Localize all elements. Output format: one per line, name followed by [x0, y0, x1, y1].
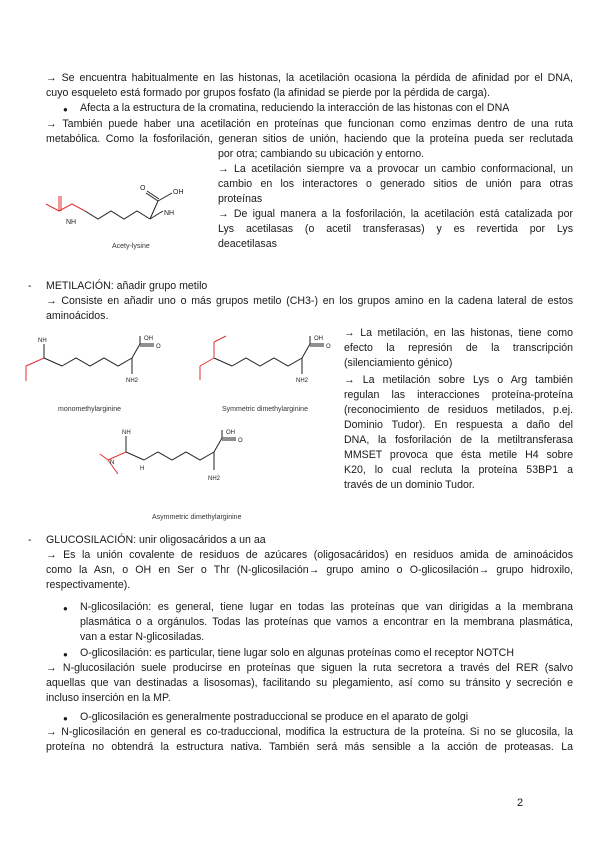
bullet-text: plasmática o a orgánulos. Todas las proteínas que vamos a encontrar en la membrana plasmática,	[80, 616, 573, 628]
amine-label: NH2	[126, 378, 139, 384]
section-title: GLUCOSILACIÓN: unir oligosacáridos a un aa	[46, 534, 266, 546]
paragraph-line: regulan las interacciones proteína-proteína	[344, 389, 573, 401]
bullet-icon: ●	[63, 650, 68, 659]
paragraph-line: → Consiste en añadir uno o más grupos metilo (CH3-) en los grupos amino en la cadena lateral de estos	[46, 295, 573, 307]
paragraph-line: → También puede haber una acetilación en proteínas que funcionan como enzimas dentro de una ruta	[46, 118, 573, 130]
oxygen-label: O	[140, 185, 146, 192]
nitrogen-label: N	[110, 460, 115, 466]
bullet-text: van a estar N-glicosiladas.	[80, 631, 205, 643]
paragraph-line: cambio en los interactores o generado sitios de unión para otras	[218, 178, 573, 190]
hydrogen-label: H	[140, 466, 145, 472]
paragraph-line: proteína no obtendrá la estructura nativa. También será más sensible a la acción de proteasas. La	[46, 741, 573, 753]
paragraph-line: través de un dominio Tudor.	[344, 479, 475, 491]
paragraph-line: K20, lo cual recluta la proteína 53BP1 a	[344, 464, 573, 476]
hydroxyl-label: OH	[314, 336, 323, 342]
paragraph-line: → N-glicosilación en general es co-traduccional, modifica la estructura de la proteína. Si no se glucosila, la	[46, 726, 573, 738]
paragraph-line: como la Asn, o OH en Ser o Thr (N-glicosilación→ grupo amino o O-glicosilación→ grupo hidroxilo,	[46, 564, 573, 576]
paragraph-line: → La metilación sobre Lys o Arg también	[344, 374, 573, 386]
section-title: METILACIÓN: añadir grupo metilo	[46, 280, 208, 292]
paragraph-line: proteínas	[218, 193, 263, 205]
page-number: 2	[517, 797, 524, 809]
paragraph-line: → N-glucosilación suele producirse en proteínas que siguen la ruta secretora a través del RER (salvo	[46, 662, 573, 674]
figure-caption: Asymmetric dimethylarginine	[152, 514, 242, 521]
paragraph-line: DNA, la fosforilación de la metiltransferasa	[344, 434, 573, 446]
paragraph-line: → La acetilación siempre va a provocar un cambio conformacional, un	[218, 163, 573, 175]
paragraph-line: (silenciamiento génico)	[344, 357, 453, 369]
monomethylarginine-structure	[14, 336, 194, 396]
bullet-icon: ●	[63, 604, 68, 613]
oxygen-label: O	[326, 344, 331, 350]
paragraph-line: → De igual manera a la fosforilación, la acetilación está catalizada por	[218, 208, 573, 220]
paragraph-line: → La metilación, en las histonas, tiene como	[344, 327, 573, 339]
nh-label: NH	[38, 338, 47, 344]
bullet-icon: ●	[63, 714, 68, 723]
paragraph-line: → Es la unión covalente de residuos de azúcares (oligosacáridos) en residuos amida de aminoácidos	[46, 549, 573, 561]
paragraph-line: MMSET provoca que ésta metile H4 sobre	[344, 449, 573, 461]
bullet-text: O-glicosilación: es particular, tiene lugar solo en algunas proteínas como el receptor NOTCH	[80, 647, 514, 659]
paragraph-line: cuyo esqueleto está formado por grupos fosfato (la afinidad se pierde por la pérdida de carga).	[46, 87, 491, 99]
nh-label: NH	[66, 219, 77, 226]
nh-label: NH	[122, 430, 131, 436]
figure-caption: monomethylarginine	[58, 406, 122, 413]
hydroxyl-label: OH	[144, 336, 153, 342]
hydroxyl-label: OH	[226, 430, 235, 436]
amine-label: NH2	[296, 378, 309, 384]
paragraph-line: Lys acetilasas (o acetil transferasas) y es revertida por Lys	[218, 223, 573, 235]
paragraph-line: incluso inserción en la MP.	[46, 692, 171, 704]
bullet-text: O-glicosilación es generalmente postraduccional se produce en el aparato de golgi	[80, 711, 469, 723]
acetyl-lysine-structure	[26, 170, 206, 250]
bullet-icon: ●	[63, 105, 68, 114]
amine-label: NH2	[208, 476, 221, 482]
figure-caption: Symmetric dimethylarginine	[222, 406, 308, 413]
paragraph-line: (reconocimiento de residuos metilados, p.ej.	[344, 404, 573, 416]
paragraph-line: Dominio Tudor). En respuesta a daño del	[344, 419, 573, 431]
bullet-text: N-glicosilación: es general, tiene lugar en todas las proteínas que van dirigidas a la membrana	[80, 601, 573, 613]
paragraph-line: metabólica. Como la fosforilación, generan sitios de unión, haciendo que la proteína pueda ser reclutada	[46, 133, 573, 145]
figure-caption: Acety-lysine	[112, 243, 150, 250]
list-dash: -	[28, 534, 32, 546]
list-dash: -	[28, 280, 32, 292]
paragraph-line: efecto la represión de la transcripción	[344, 342, 573, 354]
hydroxyl-label: OH	[173, 189, 184, 196]
oxygen-label: O	[156, 344, 161, 350]
paragraph-line: aquellas que van destinadas a lisosomas), facilitando su plegamiento, así como su tránsito y secreción e	[46, 677, 573, 689]
paragraph-line: → Se encuentra habitualmente en las histonas, la acetilación ocasiona la pérdida de afinidad por el DNA,	[46, 72, 573, 84]
oxygen-label: O	[238, 438, 243, 444]
amine-label: NH	[164, 210, 175, 217]
paragraph-line: respectivamente).	[46, 579, 131, 591]
bullet-text: Afecta a la estructura de la cromatina, reduciendo la interacción de las histonas con el DNA	[80, 102, 510, 114]
paragraph-line: aminoácidos.	[46, 310, 109, 322]
asymmetric-dimethylarginine-structure	[104, 428, 284, 508]
symmetric-dimethylarginine-structure	[196, 336, 356, 396]
paragraph-line: por otra; cambiando su ubicación y entorno.	[218, 148, 425, 160]
paragraph-line: deacetilasas	[218, 238, 277, 250]
